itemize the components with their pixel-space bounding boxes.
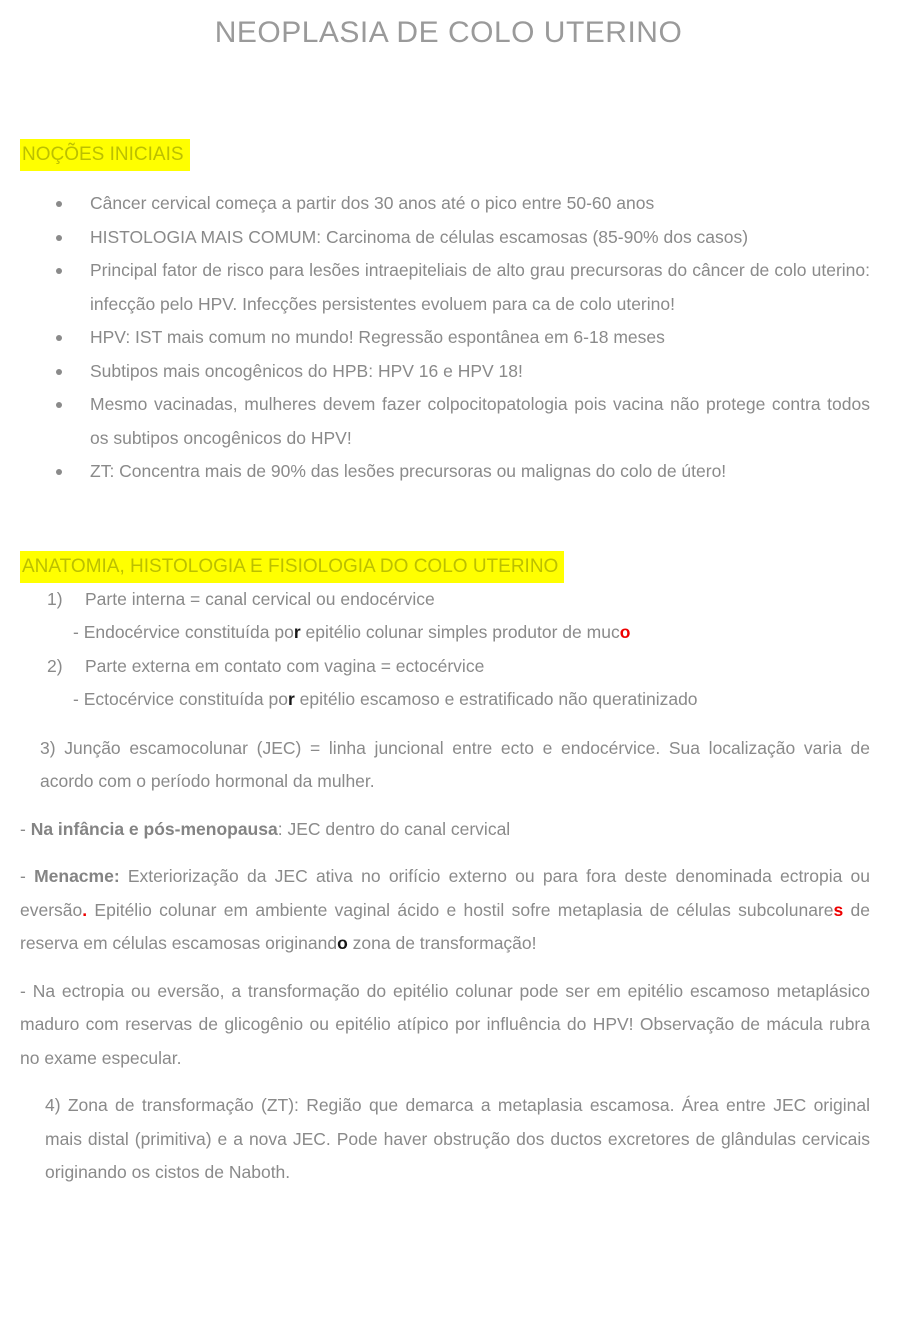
text-run-red: . bbox=[82, 899, 88, 920]
numbered-item-2 bbox=[47, 650, 870, 684]
section-heading-nocoes-iniciais: NOÇÕES INICIAIS bbox=[20, 139, 190, 171]
document-page bbox=[20, 16, 870, 1190]
text-run: - Endocérvice constituída po bbox=[73, 622, 294, 642]
bullet-text: HISTOLOGIA MAIS COMUM: Carcinoma de células escamosas (85-90% dos casos) bbox=[90, 226, 749, 247]
list-item bbox=[20, 254, 870, 321]
bullet-text: Subtipos mais oncogênicos do HPB: HPV 16 e HPV 18! bbox=[90, 360, 523, 381]
item-text: Parte externa em contato com vagina = ectocérvice bbox=[85, 655, 485, 676]
text-run-black: r bbox=[293, 622, 301, 642]
text-run-bold: Menacme: bbox=[34, 866, 120, 886]
paragraph-ectropia: - Na ectropia ou eversão, a transformação do epitélio colunar pode ser em epitélio escamoso metaplásico maduro com reservas de glicogênio ou epitélio atípico por influência do HPV! Observação de mácula rubra no exame especular. bbox=[20, 980, 870, 1068]
text-run: Epitélio colunar em ambiente vaginal ácido e hostil sofre metaplasia de células subcolunare bbox=[87, 899, 834, 920]
item-number: 1) bbox=[47, 588, 63, 609]
text-run: epitélio escamoso e estratificado não queratinizado bbox=[294, 689, 698, 709]
text-run: epitélio colunar simples produtor de muc bbox=[300, 622, 620, 642]
paragraph-infancia bbox=[20, 813, 870, 847]
item-number: 2) bbox=[47, 655, 63, 676]
text-run-bold: Na infância e pós-menopausa bbox=[30, 818, 278, 839]
text-run-black: o bbox=[337, 933, 348, 953]
text-run: zona de transformação! bbox=[347, 933, 537, 953]
page-title: NEOPLASIA DE COLO UTERINO bbox=[214, 16, 683, 49]
bullet-icon bbox=[56, 235, 62, 241]
text-run-red: o bbox=[619, 622, 631, 642]
bullet-icon bbox=[56, 201, 62, 207]
item-text: Parte interna = canal cervical ou endocérvice bbox=[85, 588, 435, 609]
bullet-text: Principal fator de risco para lesões intraepiteliais de alto grau precursoras do câncer de colo uterino: infecção pelo HPV. Infecções persistentes evoluem para ca de colo uterino! bbox=[90, 260, 870, 314]
bullet-icon bbox=[56, 469, 62, 475]
numbered-item-4: 4) Zona de transformação (ZT): Região que demarca a metaplasia escamosa. Área entre JEC original mais distal (primitiva) e a nova JEC. Pode haver obstrução dos ductos excretores de glândulas cervicais originando os cistos de Naboth. bbox=[45, 1095, 870, 1182]
text-run: : JEC dentro do canal cervical bbox=[277, 818, 511, 839]
bullet-text: Mesmo vacinadas, mulheres devem fazer colpocitopatologia pois vacina não protege contra todos os subtipos oncogênicos do HPV! bbox=[90, 394, 870, 448]
section-heading-anatomia: ANATOMIA, HISTOLOGIA E FISIOLOGIA DO COLO UTERINO bbox=[20, 551, 564, 583]
list-item bbox=[20, 455, 870, 489]
text-run: de reserva em células escamosas originand bbox=[20, 899, 871, 953]
text-run-red: s bbox=[833, 899, 844, 920]
list-item bbox=[20, 355, 870, 389]
bullet-icon bbox=[56, 335, 62, 341]
bullet-list bbox=[20, 187, 870, 489]
list-item bbox=[20, 388, 870, 455]
bullet-text: ZT: Concentra mais de 90% das lesões precursoras ou malignas do colo de útero! bbox=[90, 461, 727, 481]
text-run-black: r bbox=[287, 689, 295, 709]
bullet-text: Câncer cervical começa a partir dos 30 anos até o pico entre 50-60 anos bbox=[90, 193, 655, 213]
paragraph-menacme bbox=[20, 860, 870, 961]
bullet-icon bbox=[56, 402, 62, 408]
list-item bbox=[20, 321, 870, 355]
list-item bbox=[20, 221, 870, 255]
numbered-item-1 bbox=[47, 583, 870, 617]
bullet-icon bbox=[56, 268, 62, 274]
text-run: - bbox=[20, 866, 35, 886]
sub-item-ectocervice bbox=[73, 683, 870, 717]
text-run: - Ectocérvice constituída po bbox=[73, 689, 288, 709]
bullet-icon bbox=[56, 369, 62, 375]
numbered-item-3: 3) Junção escamocolunar (JEC) = linha juncional entre ecto e endocérvice. Sua localização varia de acordo com o período hormonal da mulher. bbox=[40, 737, 870, 791]
text-run: Exteriorização da JEC ativa no orifício externo ou para fora deste denominada ectropia ou eversão bbox=[20, 866, 870, 920]
list-item bbox=[20, 187, 870, 221]
sub-item-endocervice bbox=[73, 616, 870, 650]
bullet-text: HPV: IST mais comum no mundo! Regressão espontânea em 6-18 meses bbox=[90, 327, 665, 347]
text-run: - bbox=[20, 818, 31, 839]
